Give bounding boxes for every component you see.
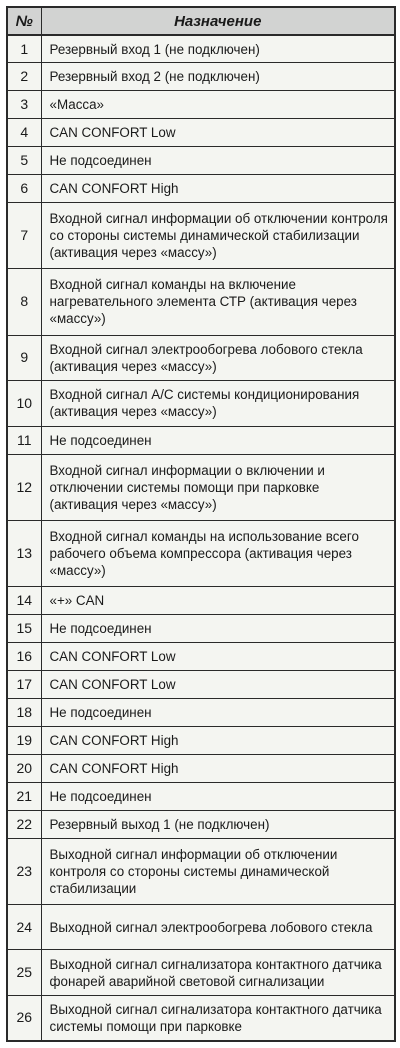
pin-number: 20	[7, 754, 41, 782]
table-row	[7, 670, 395, 698]
document-page	[6, 6, 394, 1042]
pin-purpose: Резервный выход 1 (не подключен)	[41, 810, 395, 838]
pin-number: 17	[7, 670, 41, 698]
pin-number: 11	[7, 426, 41, 454]
pin-purpose: Не подсоединен	[41, 147, 395, 175]
pin-number: 13	[7, 520, 41, 586]
table-row	[7, 587, 395, 615]
pin-number: 22	[7, 810, 41, 838]
table-row	[7, 63, 395, 91]
table-body	[7, 35, 395, 1041]
pin-assignment-table	[6, 6, 396, 1042]
table-row	[7, 754, 395, 782]
pin-purpose: Входной сигнал информации об отключении контроля со стороны системы динамической стабилизации (активация через «массу»)	[41, 203, 395, 269]
pin-purpose: Выходной сигнал сигнализатора контактного датчика фонарей аварийной световой сигнализации	[41, 950, 395, 996]
table-row	[7, 35, 395, 63]
pin-purpose: CAN CONFORT Low	[41, 119, 395, 147]
pin-number: 2	[7, 63, 41, 91]
pin-purpose: Входной сигнал команды на использование всего рабочего объема компрессора (активация через «массу»)	[41, 520, 395, 586]
header-row	[7, 7, 395, 35]
table-row	[7, 454, 395, 520]
table-row	[7, 995, 395, 1041]
pin-purpose: CAN CONFORT Low	[41, 670, 395, 698]
pin-purpose: CAN CONFORT High	[41, 726, 395, 754]
table-row	[7, 426, 395, 454]
pin-number: 4	[7, 119, 41, 147]
header-number: №	[7, 7, 41, 35]
table-row	[7, 810, 395, 838]
pin-purpose: Входной сигнал информации о включении и отключении системы помощи при парковке (активация через «массу»)	[41, 454, 395, 520]
pin-number: 19	[7, 726, 41, 754]
table-row	[7, 91, 395, 119]
pin-number: 8	[7, 269, 41, 335]
pin-purpose: CAN CONFORT Low	[41, 642, 395, 670]
table-row	[7, 782, 395, 810]
table-row	[7, 726, 395, 754]
table-row	[7, 838, 395, 904]
table-row	[7, 147, 395, 175]
pin-number: 3	[7, 91, 41, 119]
header-purpose: Назначение	[41, 7, 395, 35]
pin-number: 5	[7, 147, 41, 175]
table-row	[7, 203, 395, 269]
pin-purpose: Входной сигнал команды на включение нагревательного элемента СТР (активация через «массу»)	[41, 269, 395, 335]
pin-number: 18	[7, 698, 41, 726]
pin-purpose: Не подсоединен	[41, 426, 395, 454]
pin-purpose: CAN CONFORT High	[41, 754, 395, 782]
pin-purpose: Не подсоединен	[41, 615, 395, 643]
pin-number: 21	[7, 782, 41, 810]
pin-purpose: Выходной сигнал электрообогрева лобового стекла	[41, 904, 395, 950]
table-row	[7, 904, 395, 950]
table-row	[7, 950, 395, 996]
pin-purpose: CAN CONFORT High	[41, 175, 395, 203]
pin-purpose: Выходной сигнал информации об отключении контроля со стороны системы динамической стабилизации	[41, 838, 395, 904]
pin-purpose: Не подсоединен	[41, 698, 395, 726]
table-row	[7, 642, 395, 670]
pin-number: 26	[7, 995, 41, 1041]
pin-number: 23	[7, 838, 41, 904]
pin-number: 9	[7, 335, 41, 381]
pin-number: 16	[7, 642, 41, 670]
pin-purpose: Резервный вход 1 (не подключен)	[41, 35, 395, 63]
pin-purpose: Входной сигнал электрообогрева лобового стекла (активация через «массу»)	[41, 335, 395, 381]
pin-number: 14	[7, 587, 41, 615]
table-row	[7, 520, 395, 586]
table-row	[7, 335, 395, 381]
pin-number: 7	[7, 203, 41, 269]
table-header	[7, 7, 395, 35]
table-row	[7, 269, 395, 335]
table-row	[7, 175, 395, 203]
pin-number: 24	[7, 904, 41, 950]
pin-purpose: «Масса»	[41, 91, 395, 119]
pin-number: 25	[7, 950, 41, 996]
pin-number: 1	[7, 35, 41, 63]
pin-number: 12	[7, 454, 41, 520]
table-row	[7, 615, 395, 643]
pin-purpose: Резервный вход 2 (не подключен)	[41, 63, 395, 91]
pin-number: 15	[7, 615, 41, 643]
pin-purpose: «+» CAN	[41, 587, 395, 615]
table-row	[7, 119, 395, 147]
pin-purpose: Входной сигнал A/C системы кондиционирования (активация через «массу»)	[41, 381, 395, 427]
table-row	[7, 381, 395, 427]
pin-number: 6	[7, 175, 41, 203]
pin-purpose: Не подсоединен	[41, 782, 395, 810]
table-row	[7, 698, 395, 726]
pin-number: 10	[7, 381, 41, 427]
pin-purpose: Выходной сигнал сигнализатора контактного датчика системы помощи при парковке	[41, 995, 395, 1041]
